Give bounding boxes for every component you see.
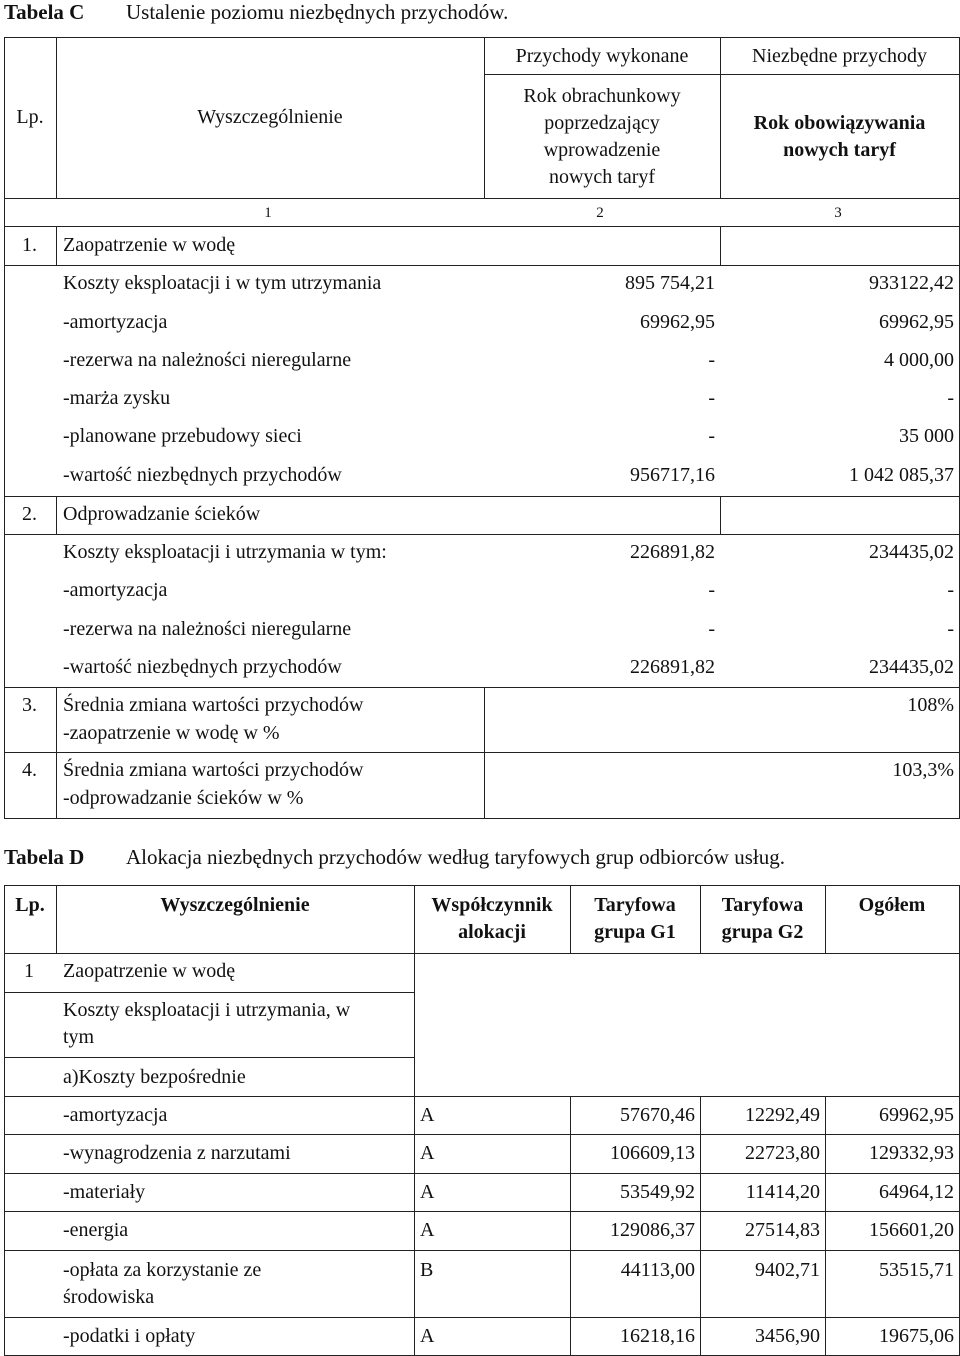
row-value-new: - — [947, 387, 954, 409]
row-label: -marża zysku — [63, 387, 171, 409]
row-coef: A — [420, 1104, 435, 1126]
row-total: 156601,20 — [869, 1219, 954, 1241]
table-d-header-g2: Taryfowa grupa G2 — [721, 894, 804, 943]
row-value-prev: 895 754,21 — [625, 272, 715, 294]
row-g1: 53549,92 — [620, 1181, 695, 1203]
row-label: -materiały — [63, 1181, 146, 1203]
row-value-prev: - — [708, 387, 715, 409]
table-c-label: Tabela C — [4, 0, 85, 24]
row-label: -opłata za korzystanie ze — [63, 1259, 262, 1281]
table-d-header-lp: Lp. — [15, 894, 45, 916]
row-value-new: 1 042 085,37 — [849, 464, 954, 486]
table-c-border-bottom — [4, 818, 960, 819]
row-total: 69962,95 — [879, 1104, 954, 1126]
row-lp: 4. — [22, 759, 37, 781]
table-d-header-bottom — [4, 953, 960, 954]
row-label: -wynagrodzenia z narzutami — [63, 1142, 291, 1164]
table-c-row-divider — [4, 687, 960, 688]
row-label-cont: środowiska — [63, 1286, 155, 1308]
row-value-new: 234435,02 — [869, 656, 954, 678]
row-label: -amortyzacja — [63, 579, 168, 601]
table-c-header-spec: Wyszczególnienie — [197, 106, 343, 128]
row-g1: 44113,00 — [620, 1259, 695, 1281]
row-coef: B — [420, 1259, 434, 1281]
row-label: Zaopatrzenie w wodę — [63, 234, 236, 256]
table-c-row-divider — [4, 752, 960, 753]
row-g1: 57670,46 — [620, 1104, 695, 1126]
table-c-col-divider — [56, 496, 57, 535]
row-value-prev: - — [708, 579, 715, 601]
row-label: Zaopatrzenie w wodę — [63, 960, 236, 982]
row-value-new: 103,3% — [892, 759, 954, 781]
table-c-col-divider — [720, 226, 721, 266]
table-d-border-top — [4, 885, 960, 886]
row-value-new: 933122,42 — [869, 272, 954, 294]
table-c-header-col3: Rok obowiązywania nowych taryf — [753, 112, 926, 161]
row-label: Średnia zmiana wartości przychodów — [63, 759, 364, 781]
table-c-col-number: 3 — [834, 205, 842, 221]
table-c-border-top — [4, 37, 960, 38]
row-label: -amortyzacja — [63, 1104, 168, 1126]
row-label: -wartość niezbędnych przychodów — [63, 464, 342, 486]
row-g1: 106609,13 — [610, 1142, 695, 1164]
table-c-title: Ustalenie poziomu niezbędnych przychodów. — [126, 0, 509, 24]
table-d-header-g1: Taryfowa grupa G1 — [594, 894, 676, 943]
row-label-cont: tym — [63, 1026, 95, 1048]
row-label: Koszty eksploatacji i utrzymania w tym: — [63, 541, 387, 563]
table-c-header-group1: Przychody wykonane — [515, 45, 689, 67]
table-d-row-divider — [4, 1134, 960, 1135]
row-total: 53515,71 — [879, 1259, 954, 1281]
table-c-numbers-bottom — [4, 226, 960, 227]
row-value-new: - — [947, 579, 954, 601]
row-label: Średnia zmiana wartości przychodów — [63, 694, 364, 716]
table-d-title: Alokacja niezbędnych przychodów według taryfowych grup odbiorców usług. — [126, 845, 785, 869]
row-label: -energia — [63, 1219, 129, 1241]
row-value-new: - — [947, 618, 954, 640]
table-c-row-divider — [4, 534, 960, 535]
row-label: -rezerwa na należności nieregularne — [63, 349, 352, 371]
row-label-cont: -odprowadzanie ścieków w % — [63, 787, 304, 809]
row-label: a)Koszty bezpośrednie — [63, 1066, 246, 1088]
row-label: Odprowadzanie ścieków — [63, 503, 261, 525]
row-g2: 11414,20 — [745, 1181, 820, 1203]
table-c-header-bottom — [4, 198, 960, 199]
row-g2: 9402,71 — [755, 1259, 820, 1281]
row-label: -podatki i opłaty — [63, 1325, 196, 1347]
table-d-header-coef: Współczynnik alokacji — [431, 894, 553, 943]
row-coef: A — [420, 1325, 435, 1347]
row-total: 64964,12 — [879, 1181, 954, 1203]
table-d-label: Tabela D — [4, 845, 85, 869]
row-value-prev: 956717,16 — [630, 464, 715, 486]
table-c-header-lp: Lp. — [16, 106, 44, 128]
table-c-header-col2: Rok obrachunkowy poprzedzający wprowadzenie nowych taryf — [523, 85, 681, 188]
row-value-prev: 226891,82 — [630, 656, 715, 678]
row-coef: A — [420, 1181, 435, 1203]
row-g1: 16218,16 — [620, 1325, 695, 1347]
table-c-col-divider — [56, 687, 57, 818]
row-value-prev: - — [708, 618, 715, 640]
row-g2: 22723,80 — [745, 1142, 820, 1164]
row-total: 129332,93 — [869, 1142, 954, 1164]
table-c-header-group2: Niezbędne przychody — [752, 45, 927, 67]
row-coef: A — [420, 1142, 435, 1164]
row-value-prev: 69962,95 — [640, 311, 715, 333]
table-d-row-divider — [4, 992, 414, 993]
row-coef: A — [420, 1219, 435, 1241]
table-c-border-left — [4, 37, 5, 818]
row-label: -planowane przebudowy sieci — [63, 425, 302, 447]
row-lp: 3. — [22, 694, 37, 716]
row-total: 19675,06 — [879, 1325, 954, 1347]
table-d-row-divider — [4, 1173, 960, 1174]
row-value-new: 234435,02 — [869, 541, 954, 563]
table-c-col-number: 1 — [264, 205, 272, 221]
row-label: Koszty eksploatacji i utrzymania, w — [63, 999, 351, 1021]
table-c-col-divider — [56, 226, 57, 266]
table-d-row-divider — [4, 1317, 960, 1318]
row-value-prev: - — [708, 349, 715, 371]
row-label: -rezerwa na należności nieregularne — [63, 618, 352, 640]
row-label-cont: -zaopatrzenie w wodę w % — [63, 722, 280, 744]
row-lp: 1. — [22, 234, 37, 256]
table-c-row-divider — [4, 265, 960, 266]
row-g2: 12292,49 — [745, 1104, 820, 1126]
row-value-new: 108% — [907, 694, 954, 716]
row-value-prev: - — [708, 425, 715, 447]
row-label: -wartość niezbędnych przychodów — [63, 656, 342, 678]
table-d-row-divider — [4, 1057, 414, 1058]
table-d-row-divider — [4, 1250, 960, 1251]
row-lp: 1 — [24, 960, 34, 982]
table-d-border-left — [4, 885, 5, 1356]
table-c-header-divider — [484, 74, 960, 75]
row-label: -amortyzacja — [63, 311, 168, 333]
row-value-new: 4 000,00 — [884, 349, 954, 371]
row-value-prev: 226891,82 — [630, 541, 715, 563]
table-d-header-total: Ogółem — [858, 894, 926, 916]
row-g2: 3456,90 — [755, 1325, 820, 1347]
table-d-row-divider — [4, 1211, 960, 1212]
row-value-new: 69962,95 — [879, 311, 954, 333]
table-c-row-divider — [4, 496, 960, 497]
table-d-row-divider — [4, 1096, 960, 1097]
table-c-col-number: 2 — [596, 205, 604, 221]
row-value-new: 35 000 — [899, 425, 954, 447]
row-lp: 2. — [22, 503, 37, 525]
table-d-header-spec: Wyszczególnienie — [160, 894, 310, 916]
table-c-col-divider — [484, 687, 485, 818]
table-c-col-divider — [720, 496, 721, 535]
row-g1: 129086,37 — [610, 1219, 695, 1241]
row-g2: 27514,83 — [745, 1219, 820, 1241]
row-label: Koszty eksploatacji i w tym utrzymania — [63, 272, 382, 294]
table-d-col-divider — [414, 885, 415, 1356]
